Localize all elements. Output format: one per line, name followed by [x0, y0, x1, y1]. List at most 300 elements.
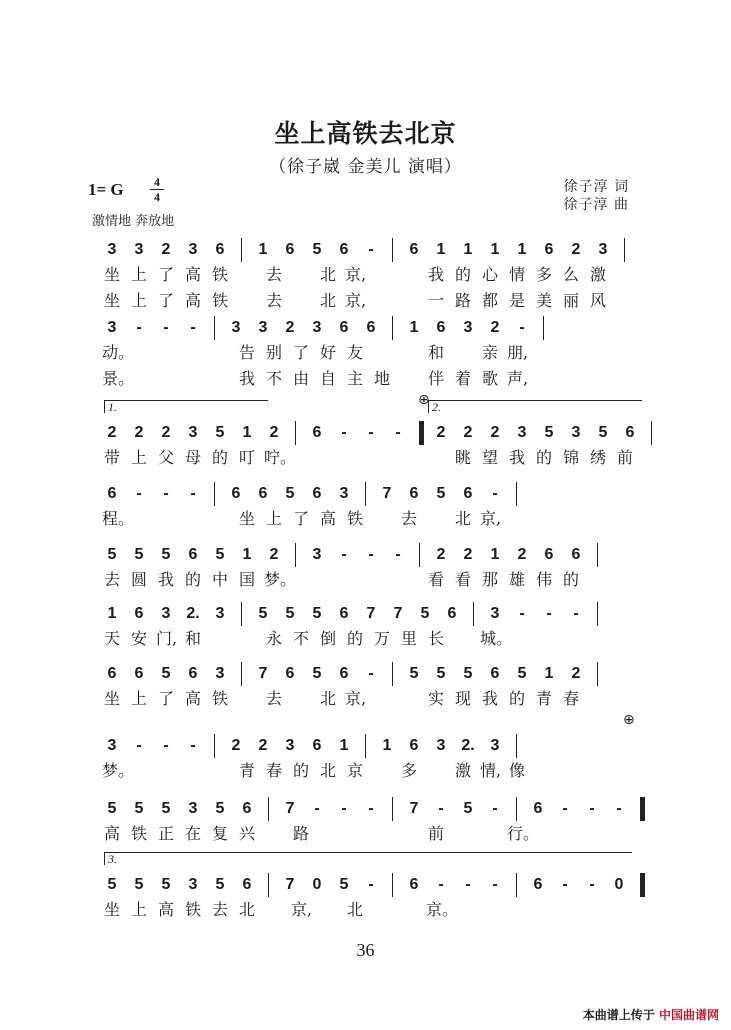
note: 1	[242, 546, 252, 563]
note: 3	[188, 876, 198, 893]
lyric-syllable: 上	[130, 291, 147, 310]
lyric-syllable: 锦	[562, 448, 579, 467]
lyric-syllable: 行。	[507, 824, 540, 843]
repeat-barline	[640, 873, 645, 897]
sustain-dash: -	[519, 319, 525, 336]
note: 5	[107, 876, 117, 893]
barline	[392, 316, 393, 340]
note: 5	[420, 605, 430, 622]
note: 6	[339, 319, 349, 336]
lyric-syllable: 眺	[454, 448, 471, 467]
sustain-dash: -	[395, 424, 401, 441]
sustain-dash: -	[368, 424, 374, 441]
lyric-syllable: 的	[454, 265, 471, 284]
lyric-syllable: 风	[589, 291, 606, 310]
page-number: 36	[356, 940, 375, 960]
lyric-syllable: 上	[265, 509, 282, 528]
lyric-syllable: 友	[346, 343, 363, 362]
lyric-syllable: 自	[319, 369, 336, 388]
note: 6	[107, 485, 117, 502]
lyric-syllable: 高	[319, 509, 336, 528]
sustain-dash: -	[163, 485, 169, 502]
lyric-line	[102, 899, 642, 921]
lyric-syllable: 上	[130, 689, 147, 708]
note: 5	[258, 605, 268, 622]
sustain-dash: -	[314, 800, 320, 817]
note: 6	[625, 424, 635, 441]
lyric-syllable: 坐	[103, 900, 120, 919]
note: 2	[258, 737, 268, 754]
sustain-dash: -	[341, 800, 347, 817]
barline	[419, 543, 420, 567]
note: 0	[614, 876, 624, 893]
lyric-syllable: 的	[562, 570, 579, 589]
lyric-syllable: 的	[292, 761, 309, 780]
lyric-syllable: 北	[319, 291, 336, 310]
note: 5	[215, 876, 225, 893]
note: 5	[436, 485, 446, 502]
lyric-syllable: 去	[103, 570, 120, 589]
barline	[651, 421, 652, 445]
sustain-dash: -	[562, 876, 568, 893]
lyric-syllable: 和	[427, 343, 444, 362]
sustain-dash: -	[163, 737, 169, 754]
lyric-syllable: 了	[292, 343, 309, 362]
lyric-syllable: 的	[508, 689, 525, 708]
lyric-line	[102, 688, 642, 710]
barline	[214, 316, 215, 340]
lyric-syllable: 高	[184, 689, 201, 708]
lyric-syllable: 青	[238, 761, 255, 780]
note: 6	[366, 319, 376, 336]
note: 5	[312, 665, 322, 682]
note: 5	[436, 665, 446, 682]
composer: 徐子淳 曲	[563, 197, 629, 213]
sustain-dash: -	[519, 605, 525, 622]
lyric-syllable: 在	[184, 824, 201, 843]
lyric-syllable: 告	[238, 343, 255, 362]
lyric-syllable: 都	[481, 291, 498, 310]
sustain-dash: -	[136, 485, 142, 502]
note: 6	[231, 485, 241, 502]
note: 3	[258, 319, 268, 336]
sustain-dash: -	[368, 800, 374, 817]
note: 6	[533, 876, 543, 893]
barline	[516, 797, 517, 821]
lyric-syllable: 由	[292, 369, 309, 388]
time-signature	[150, 176, 164, 203]
lyric-syllable: 是	[508, 291, 525, 310]
lyric-syllable: 母	[184, 448, 201, 467]
note: 6	[339, 605, 349, 622]
lyric-syllable: 的	[211, 448, 228, 467]
sustain-dash: -	[589, 876, 595, 893]
lyric-syllable: 高	[103, 824, 120, 843]
lyric-syllable: 激	[454, 761, 471, 780]
lyric-syllable: 程。	[102, 509, 135, 528]
note: 3	[312, 319, 322, 336]
note: 2	[517, 546, 527, 563]
note: 6	[285, 665, 295, 682]
lyric-syllable: 绣	[589, 448, 606, 467]
barline	[392, 797, 393, 821]
note: 5	[463, 665, 473, 682]
sustain-dash: -	[341, 546, 347, 563]
lyric-syllable: 我	[238, 369, 255, 388]
lyric-syllable: 京,	[345, 265, 367, 284]
note: 3	[134, 241, 144, 258]
note: 5	[215, 424, 225, 441]
note: 5	[215, 800, 225, 817]
barline	[241, 602, 242, 626]
lyric-syllable: 亲	[481, 343, 498, 362]
sustain-dash: -	[492, 800, 498, 817]
sustain-dash: -	[368, 241, 374, 258]
lyric-syllable: 去	[265, 291, 282, 310]
note: 2	[571, 241, 581, 258]
lyric-syllable: 朋,	[507, 343, 529, 362]
lyric-syllable: 门,	[156, 629, 178, 648]
note: 7	[258, 665, 268, 682]
lyric-syllable: 别	[265, 343, 282, 362]
lyric-syllable: 的	[535, 448, 552, 467]
lyric-syllable: 梦。	[264, 570, 297, 589]
note: 2.	[461, 737, 475, 754]
note: 5	[161, 800, 171, 817]
note: 6	[409, 485, 419, 502]
lyric-syllable: 坐	[238, 509, 255, 528]
note: 1	[339, 737, 349, 754]
lyric-syllable: 长	[427, 629, 444, 648]
note: 5	[312, 241, 322, 258]
note: 6	[188, 546, 198, 563]
note: 6	[242, 800, 252, 817]
note: 3	[188, 241, 198, 258]
lyric-syllable: 高	[184, 291, 201, 310]
barline	[516, 873, 517, 897]
repeat-barline	[419, 421, 424, 445]
lyric-syllable: 城。	[480, 629, 513, 648]
sustain-dash: -	[190, 737, 196, 754]
note: 5	[285, 605, 295, 622]
lyric-syllable: 美	[535, 291, 552, 310]
lyric-syllable: 高	[184, 265, 201, 284]
lyric-syllable: 倒	[319, 629, 336, 648]
note: 3	[436, 737, 446, 754]
sustain-dash: -	[190, 319, 196, 336]
lyric-syllable: 好	[319, 343, 336, 362]
barline	[214, 482, 215, 506]
footer-prefix: 本曲谱上传于	[582, 1008, 655, 1022]
note: 2	[490, 319, 500, 336]
note: 5	[134, 546, 144, 563]
coda-icon: ⊕	[623, 712, 635, 728]
lyric-syllable: 情	[508, 265, 525, 284]
lyric-syllable: 看	[454, 570, 471, 589]
lyric-syllable: 春	[265, 761, 282, 780]
lyric-syllable: 北	[238, 900, 255, 919]
note: 2	[231, 737, 241, 754]
lyric-syllable: 上	[130, 265, 147, 284]
sustain-dash: -	[546, 605, 552, 622]
note: 3	[312, 546, 322, 563]
lyric-line	[102, 508, 642, 530]
site-footer[interactable]	[583, 1006, 719, 1023]
note: 6	[134, 665, 144, 682]
note: 5	[409, 665, 419, 682]
time-signature-bottom: 4	[154, 190, 160, 204]
note: 3	[188, 424, 198, 441]
lyric-syllable: 多	[535, 265, 552, 284]
note: 3	[231, 319, 241, 336]
lyric-syllable: 伟	[535, 570, 552, 589]
lyric-line	[102, 290, 642, 312]
lyric-syllable: 声,	[507, 369, 529, 388]
note: 7	[285, 876, 295, 893]
note: 6	[571, 546, 581, 563]
lyric-syllable: 前	[427, 824, 444, 843]
volta-bracket: 1.	[104, 400, 268, 413]
performers: （徐子崴 金美儿 演唱）	[269, 157, 462, 177]
lyric-syllable: 坐	[103, 265, 120, 284]
barline	[473, 602, 474, 626]
note: 5	[134, 876, 144, 893]
lyric-syllable: 现	[454, 689, 471, 708]
note: 5	[161, 665, 171, 682]
note: 2	[490, 424, 500, 441]
note: 3	[107, 319, 117, 336]
lyric-line	[102, 628, 642, 650]
site-brand-logo: 中国曲谱网	[658, 1008, 719, 1022]
note: 3	[571, 424, 581, 441]
lyric-syllable: 不	[265, 369, 282, 388]
lyric-syllable: 铁	[130, 824, 147, 843]
lyric-syllable: 的	[346, 629, 363, 648]
barline	[597, 602, 598, 626]
note: 6	[339, 241, 349, 258]
lyric-syllable: 国	[238, 570, 255, 589]
barline	[392, 662, 393, 686]
note: 6	[258, 485, 268, 502]
barline	[392, 238, 393, 262]
note: 3	[161, 605, 171, 622]
lyric-syllable: 京,	[345, 291, 367, 310]
note: 7	[393, 605, 403, 622]
lyric-syllable: 铁	[184, 900, 201, 919]
sustain-dash: -	[395, 546, 401, 563]
note: 5	[107, 546, 117, 563]
lyric-syllable: 北	[346, 900, 363, 919]
lyric-syllable: 路	[292, 824, 309, 843]
note: 2	[571, 665, 581, 682]
note: 2	[107, 424, 117, 441]
note: 1	[490, 241, 500, 258]
sustain-dash: -	[438, 876, 444, 893]
lyric-syllable: 去	[265, 689, 282, 708]
note: 0	[312, 876, 322, 893]
note: 2	[436, 424, 446, 441]
note: 6	[409, 241, 419, 258]
lyric-syllable: 梦。	[102, 761, 135, 780]
note: 7	[366, 605, 376, 622]
lyric-syllable: 正	[157, 824, 174, 843]
lyric-syllable: 北	[319, 689, 336, 708]
sustain-dash: -	[589, 800, 595, 817]
lyric-line	[102, 447, 642, 469]
repeat-barline	[640, 797, 645, 821]
note: 1	[544, 665, 554, 682]
lyric-syllable: 咛。	[264, 448, 297, 467]
lyric-syllable: 我	[481, 689, 498, 708]
lyric-syllable: 那	[481, 570, 498, 589]
note: 6	[339, 665, 349, 682]
coda-icon: ⊕	[418, 392, 430, 408]
lyric-syllable: 我	[427, 265, 444, 284]
sustain-dash: -	[492, 876, 498, 893]
lyric-syllable: 上	[130, 448, 147, 467]
lyric-syllable: 上	[130, 900, 147, 919]
note: 3	[463, 319, 473, 336]
barline	[241, 238, 242, 262]
lyric-syllable: 去	[400, 509, 417, 528]
tempo-marking: 激情地 奔放地	[92, 214, 175, 229]
sustain-dash: -	[616, 800, 622, 817]
note: 5	[312, 605, 322, 622]
sustain-dash: -	[368, 876, 374, 893]
lyric-syllable: 了	[157, 265, 174, 284]
lyric-syllable: 望	[481, 448, 498, 467]
lyric-syllable: 叮	[238, 448, 255, 467]
note: 3	[215, 605, 225, 622]
lyric-syllable: 京,	[345, 689, 367, 708]
lyric-syllable: 主	[346, 369, 363, 388]
lyric-syllable: 景。	[102, 369, 135, 388]
sustain-dash: -	[573, 605, 579, 622]
lyric-syllable: 天	[103, 629, 120, 648]
lyric-syllable: 坐	[103, 291, 120, 310]
note: 6	[188, 665, 198, 682]
sustain-dash: -	[341, 424, 347, 441]
lyric-syllable: 北	[319, 761, 336, 780]
barline	[543, 316, 544, 340]
barline	[268, 873, 269, 897]
lyric-syllable: 激	[589, 265, 606, 284]
lyric-syllable: 不	[292, 629, 309, 648]
note: 6	[447, 605, 457, 622]
lyric-syllable: 里	[400, 629, 417, 648]
lyric-syllable: 动。	[102, 343, 135, 362]
lyric-syllable: 圆	[130, 570, 147, 589]
lyric-syllable: 高	[157, 900, 174, 919]
lyric-syllable: 路	[454, 291, 471, 310]
note: 6	[436, 319, 446, 336]
note: 6	[107, 665, 117, 682]
note: 2	[161, 424, 171, 441]
lyric-syllable: 坐	[103, 689, 120, 708]
lyric-syllable: 父	[157, 448, 174, 467]
lyric-line	[102, 342, 642, 364]
song-title: 坐上高铁去北京	[274, 119, 457, 148]
note: 5	[107, 800, 117, 817]
note: 3	[490, 605, 500, 622]
lyric-syllable: 京,	[291, 900, 313, 919]
lyric-syllable: 我	[508, 448, 525, 467]
note: 2	[463, 424, 473, 441]
note: 1	[242, 424, 252, 441]
note: 6	[242, 876, 252, 893]
lyric-syllable: 前	[616, 448, 633, 467]
lyric-syllable: 铁	[211, 265, 228, 284]
lyric-line	[102, 823, 642, 845]
note: 2	[436, 546, 446, 563]
note: 6	[134, 605, 144, 622]
note: 2	[269, 424, 279, 441]
lyric-syllable: 多	[400, 761, 417, 780]
lyric-syllable: 一	[427, 291, 444, 310]
lyric-syllable: 歌	[481, 369, 498, 388]
note: 6	[312, 485, 322, 502]
barline	[597, 543, 598, 567]
lyric-syllable: 的	[184, 570, 201, 589]
sustain-dash: -	[136, 737, 142, 754]
note: 1	[409, 319, 419, 336]
lyric-syllable: 铁	[346, 509, 363, 528]
lyric-syllable: 京,	[480, 509, 502, 528]
lyric-syllable: 实	[427, 689, 444, 708]
note: 6	[215, 241, 225, 258]
note: 3	[285, 737, 295, 754]
lyric-syllable: 地	[373, 369, 390, 388]
note: 6	[490, 665, 500, 682]
sustain-dash: -	[465, 876, 471, 893]
time-signature-top: 4	[154, 175, 160, 189]
lyric-syllable: 京。	[426, 900, 459, 919]
barline	[268, 797, 269, 821]
lyric-syllable: 铁	[211, 291, 228, 310]
note: 1	[107, 605, 117, 622]
note: 6	[544, 546, 554, 563]
lyric-syllable: 了	[292, 509, 309, 528]
lyric-syllable: 北	[319, 265, 336, 284]
lyric-syllable: 永	[265, 629, 282, 648]
note: 1	[436, 241, 446, 258]
lyric-syllable: 了	[157, 291, 174, 310]
note: 1	[382, 737, 392, 754]
note: 5	[161, 546, 171, 563]
note: 5	[544, 424, 554, 441]
note: 3	[107, 737, 117, 754]
lyric-syllable: 和	[184, 629, 201, 648]
note: 5	[215, 546, 225, 563]
lyric-syllable: 兴	[238, 824, 255, 843]
note: 2	[463, 546, 473, 563]
note: 1	[258, 241, 268, 258]
note: 1	[463, 241, 473, 258]
note: 1	[490, 546, 500, 563]
lyric-syllable: 像	[508, 761, 525, 780]
note: 6	[409, 876, 419, 893]
note: 3	[188, 800, 198, 817]
lyric-syllable: 京	[346, 761, 363, 780]
note: 3	[107, 241, 117, 258]
note: 3	[490, 737, 500, 754]
note: 2	[161, 241, 171, 258]
note: 6	[544, 241, 554, 258]
lyric-line	[102, 368, 642, 390]
sustain-dash: -	[163, 319, 169, 336]
lyric-syllable: 春	[562, 689, 579, 708]
note: 5	[285, 485, 295, 502]
